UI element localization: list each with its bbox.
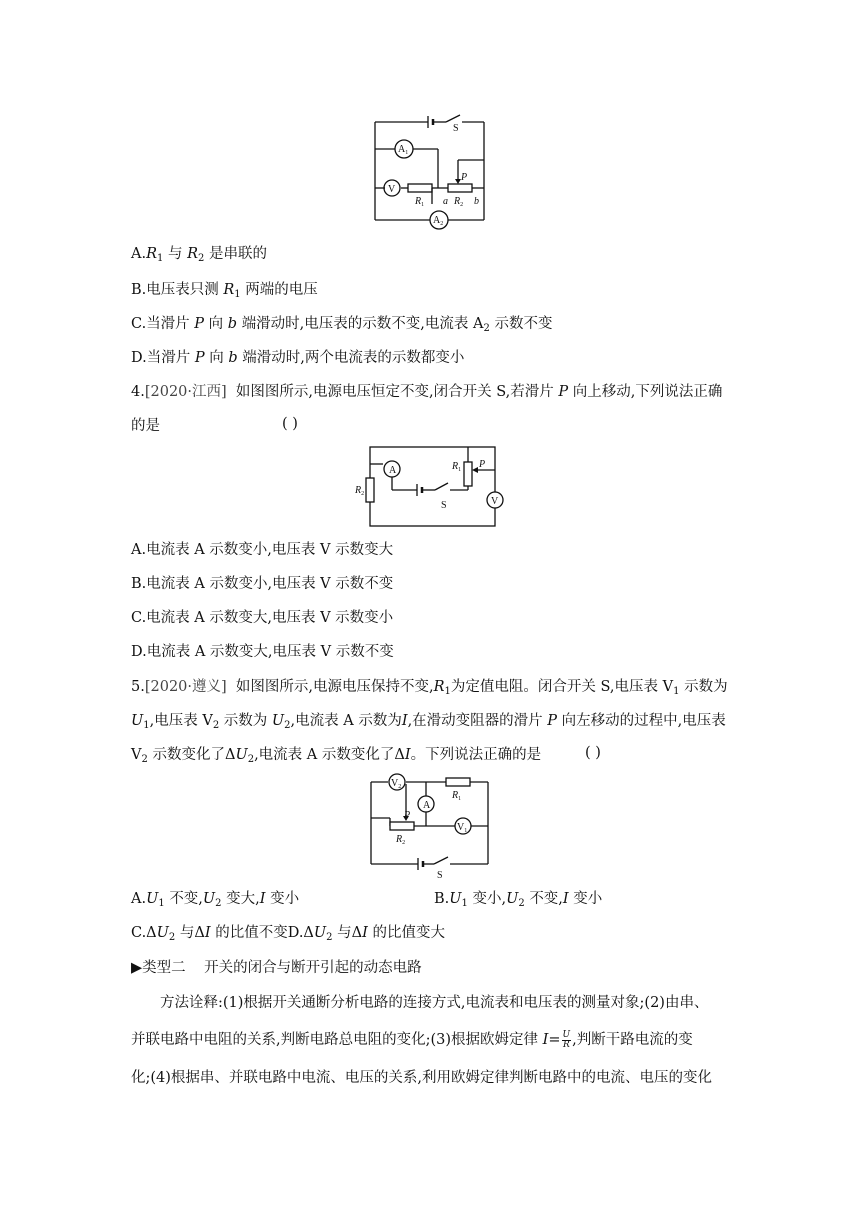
q3-label-b: b (474, 196, 479, 207)
q3-label-r2: $R_2$ (454, 196, 464, 208)
slider-arrow-icon (472, 467, 478, 473)
q4-label-a: A (389, 465, 397, 476)
q5-stem-line3: $V_2$ 示数变化了$\Delta U_2$,电流表 A 示数变化了ΔI。下列说法正确的是 (131, 747, 542, 765)
q4-option-a: A.电流表 A 示数变小,电压表 V 示数变大 (131, 542, 394, 558)
q5-option-a: $A.U_1$ 不变$,U_2$ 变大,I 变小 (131, 891, 300, 909)
q3-label-a2: $A_2$ (433, 215, 444, 227)
q5-label-r1: $R_1$ (452, 790, 462, 802)
method-line3: 化;(4)根据串、并联电路中电流、电压的关系,利用欧姆定律判断电路中的电流、电压的变化 (131, 1070, 713, 1086)
q3-label-p: P (461, 172, 468, 183)
q4-option-b: B.电流表 A 示数变小,电压表 V 示数不变 (131, 576, 394, 592)
q5-stem-line2: $U_1$,电压表 $V_2$ 示数为 $U_2$,电流表 A 示数为I,在滑动变阻器的滑片 P 向左移动的过程中,电压表 (131, 713, 726, 731)
q3-option-c: C.当滑片 P 向 b 端滑动时,电压表的示数不变,电流表 $A_2$ 示数不变 (131, 316, 553, 334)
q5-option-c: $C.\Delta U_2$ 与ΔI 的比值不变 (131, 925, 288, 943)
q5-option-d: $D.\Delta U_2$ 与ΔI 的比值变大 (287, 925, 445, 943)
q5-label-v2: $V_2$ (391, 778, 402, 790)
q5-label-s: S (437, 870, 443, 880)
q5-circuit-diagram (366, 772, 496, 880)
q5-answer-paren: ( ) (585, 745, 601, 761)
q3-option-d: D.当滑片 P 向 b 端滑动时,两个电流表的示数都变小 (131, 350, 465, 366)
q4-option-d: D.电流表 A 示数变大,电压表 V 示数不变 (131, 644, 394, 660)
q3-option-b: B.电压表只测 $R_1$ 两端的电压 (131, 282, 318, 300)
q3-label-a1: $A_1$ (398, 144, 409, 156)
q4-label-r2: $R_2$ (355, 485, 365, 497)
q4-label-r1: $R_1$ (452, 461, 462, 473)
q5-label-p: P (404, 810, 411, 821)
q4-circuit-diagram (355, 442, 505, 532)
q4-stem-line2: 的是 (131, 418, 160, 434)
q3-label-a: a (443, 196, 448, 207)
method-line2: 并联电路中电阻的关系,判断电路总电阻的变化;(3)根据欧姆定律 I= $\frac{U}{R}$ ,判断干路电流的变 (131, 1029, 693, 1050)
q5-label-v1: $V_1$ (457, 822, 468, 834)
q4-label-s: S (441, 500, 447, 511)
q3-option-a: $A.R_1$ 与 $R_2$ 是串联的 (131, 246, 268, 264)
q4-answer-paren: ( ) (282, 416, 298, 432)
ohm-fraction: $\frac{U}{R}$ (562, 1029, 571, 1050)
section-heading: ▶类型二 开关的闭合与断开引起的动态电路 (131, 960, 422, 976)
q3-label-r1: $R_1$ (415, 196, 425, 208)
q5-label-r2: $R_2$ (396, 834, 406, 846)
q5-label-a: A (423, 800, 431, 811)
q4-stem-line1: 4.[2020·江西] 如图图所示,电源电压恒定不变,闭合开关 S,若滑片 P 向上移动,下列说法正确 (131, 384, 723, 400)
q5-option-c-d (131, 923, 445, 948)
q5-stem-line1: 5.[2020·遵义] 如图图所示,电源电压保持不变$,R_1$为定值电阻。闭合开关 S,电压表 $V_1$ 示数为 (131, 679, 728, 697)
method-line1: 方法诠释:(1)根据开关通断分析电路的连接方式,电流表和电压表的测量对象;(2)由串、 (160, 995, 709, 1011)
q5-option-b: $B.U_1$ 变小$,U_2$ 不变,I 变小 (434, 891, 603, 909)
q4-label-p: P (479, 459, 486, 470)
q4-option-c: C.电流表 A 示数变大,电压表 V 示数变小 (131, 610, 394, 626)
q3-circuit-diagram (370, 108, 510, 233)
triangle-marker-icon: ▶ (131, 960, 143, 976)
q3-label-v: V (388, 184, 396, 195)
q3-label-s: S (453, 123, 459, 134)
q4-label-v: V (491, 496, 499, 507)
